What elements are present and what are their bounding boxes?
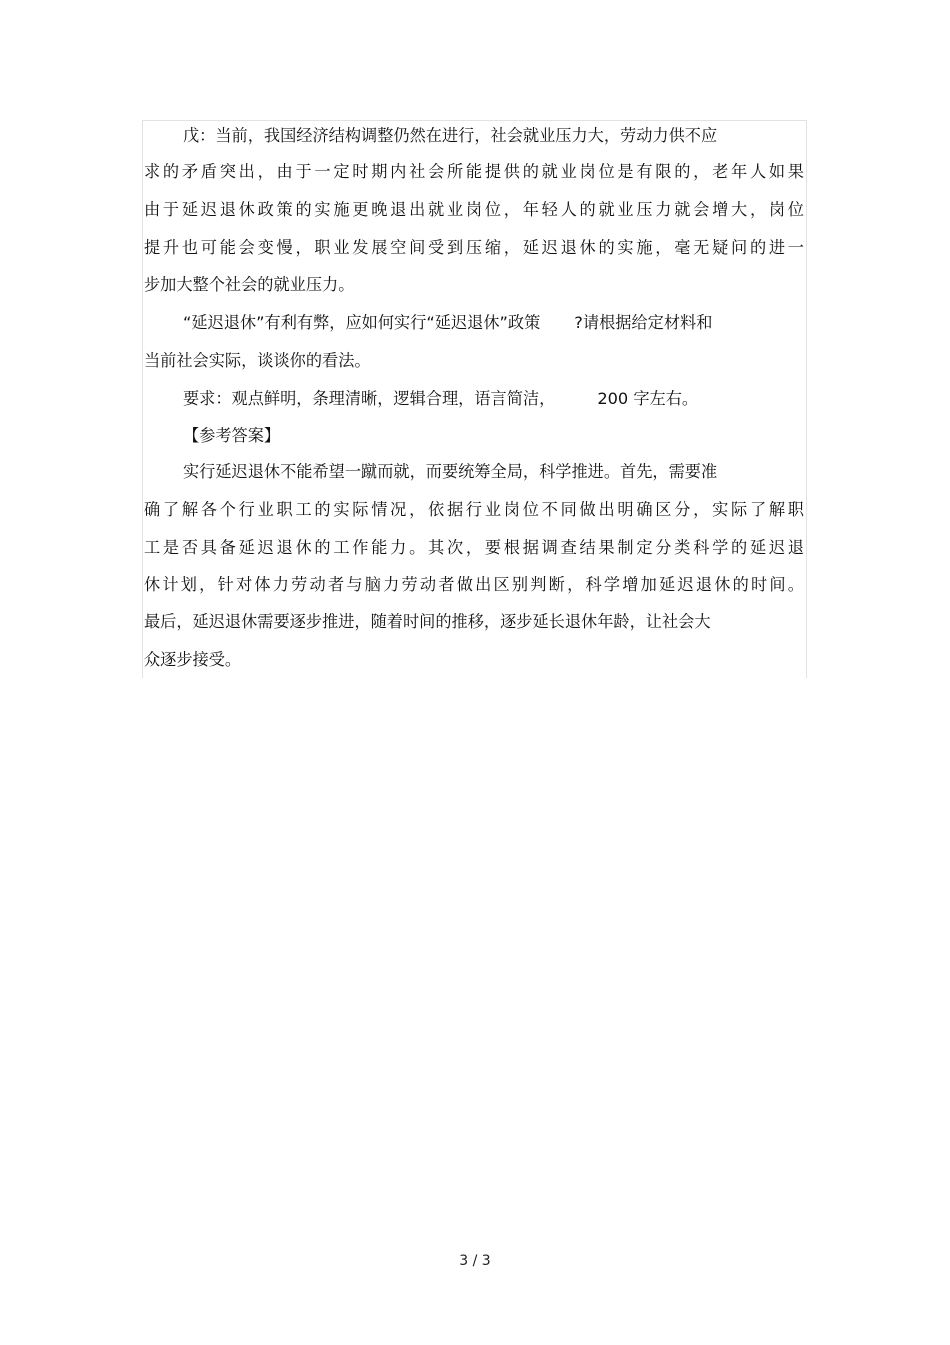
text-line: 求的矛盾突出，由于一定时期内社会所能提供的就业岗位是有限的，老年人如果 [144, 162, 804, 181]
text-line: 戊：当前，我国经济结构调整仍然在进行，社会就业压力大，劳动力供不应 [183, 126, 718, 145]
page-number: 3 / 3 [459, 1253, 491, 1269]
text-line: 步加大整个社会的就业压力。 [144, 275, 355, 294]
text-line [183, 311, 804, 335]
text-line: 由于延迟退休政策的实施更晚退出就业岗位，年轻人的就业压力就会增大，岗位 [144, 200, 804, 219]
text-segment: “延迟退休”有利有弊，应如何实行“延迟退休”政策 [183, 313, 541, 332]
text-line: 最后，延迟退休需要逐步推进，随着时间的推移，逐步延长退休年龄，让社会大 [144, 612, 711, 631]
text-line: 工是否具备延迟退休的工作能力。其次，要根据调查结果制定分类科学的延迟退 [144, 538, 804, 557]
text-line: 提升也可能会变慢，职业发展空间受到压缩，延迟退休的实施，毫无疑问的进一 [144, 238, 804, 257]
text-line: 实行延迟退休不能希望一蹴而就，而要统筹全局，科学推进。首先，需要准 [183, 462, 718, 481]
text-line: 众逐步接受。 [144, 650, 242, 669]
text-line: 当前社会实际，谈谈你的看法。 [144, 351, 371, 370]
section-heading: 【参考答案】 [183, 426, 281, 445]
text-segment: 200 字左右。 [597, 389, 699, 408]
text-line [183, 387, 804, 411]
text-line: 确了解各个行业职工的实际情况，依据行业岗位不同做出明确区分，实际了解职 [144, 500, 804, 519]
text-line: 休计划，针对体力劳动者与脑力劳动者做出区别判断，科学增加延迟退休的时间。 [144, 575, 804, 594]
text-segment: ?请根据给定材料和 [574, 313, 713, 332]
text-segment: 要求：观点鲜明，条理清晰，逻辑合理，语言简洁， [183, 389, 556, 408]
